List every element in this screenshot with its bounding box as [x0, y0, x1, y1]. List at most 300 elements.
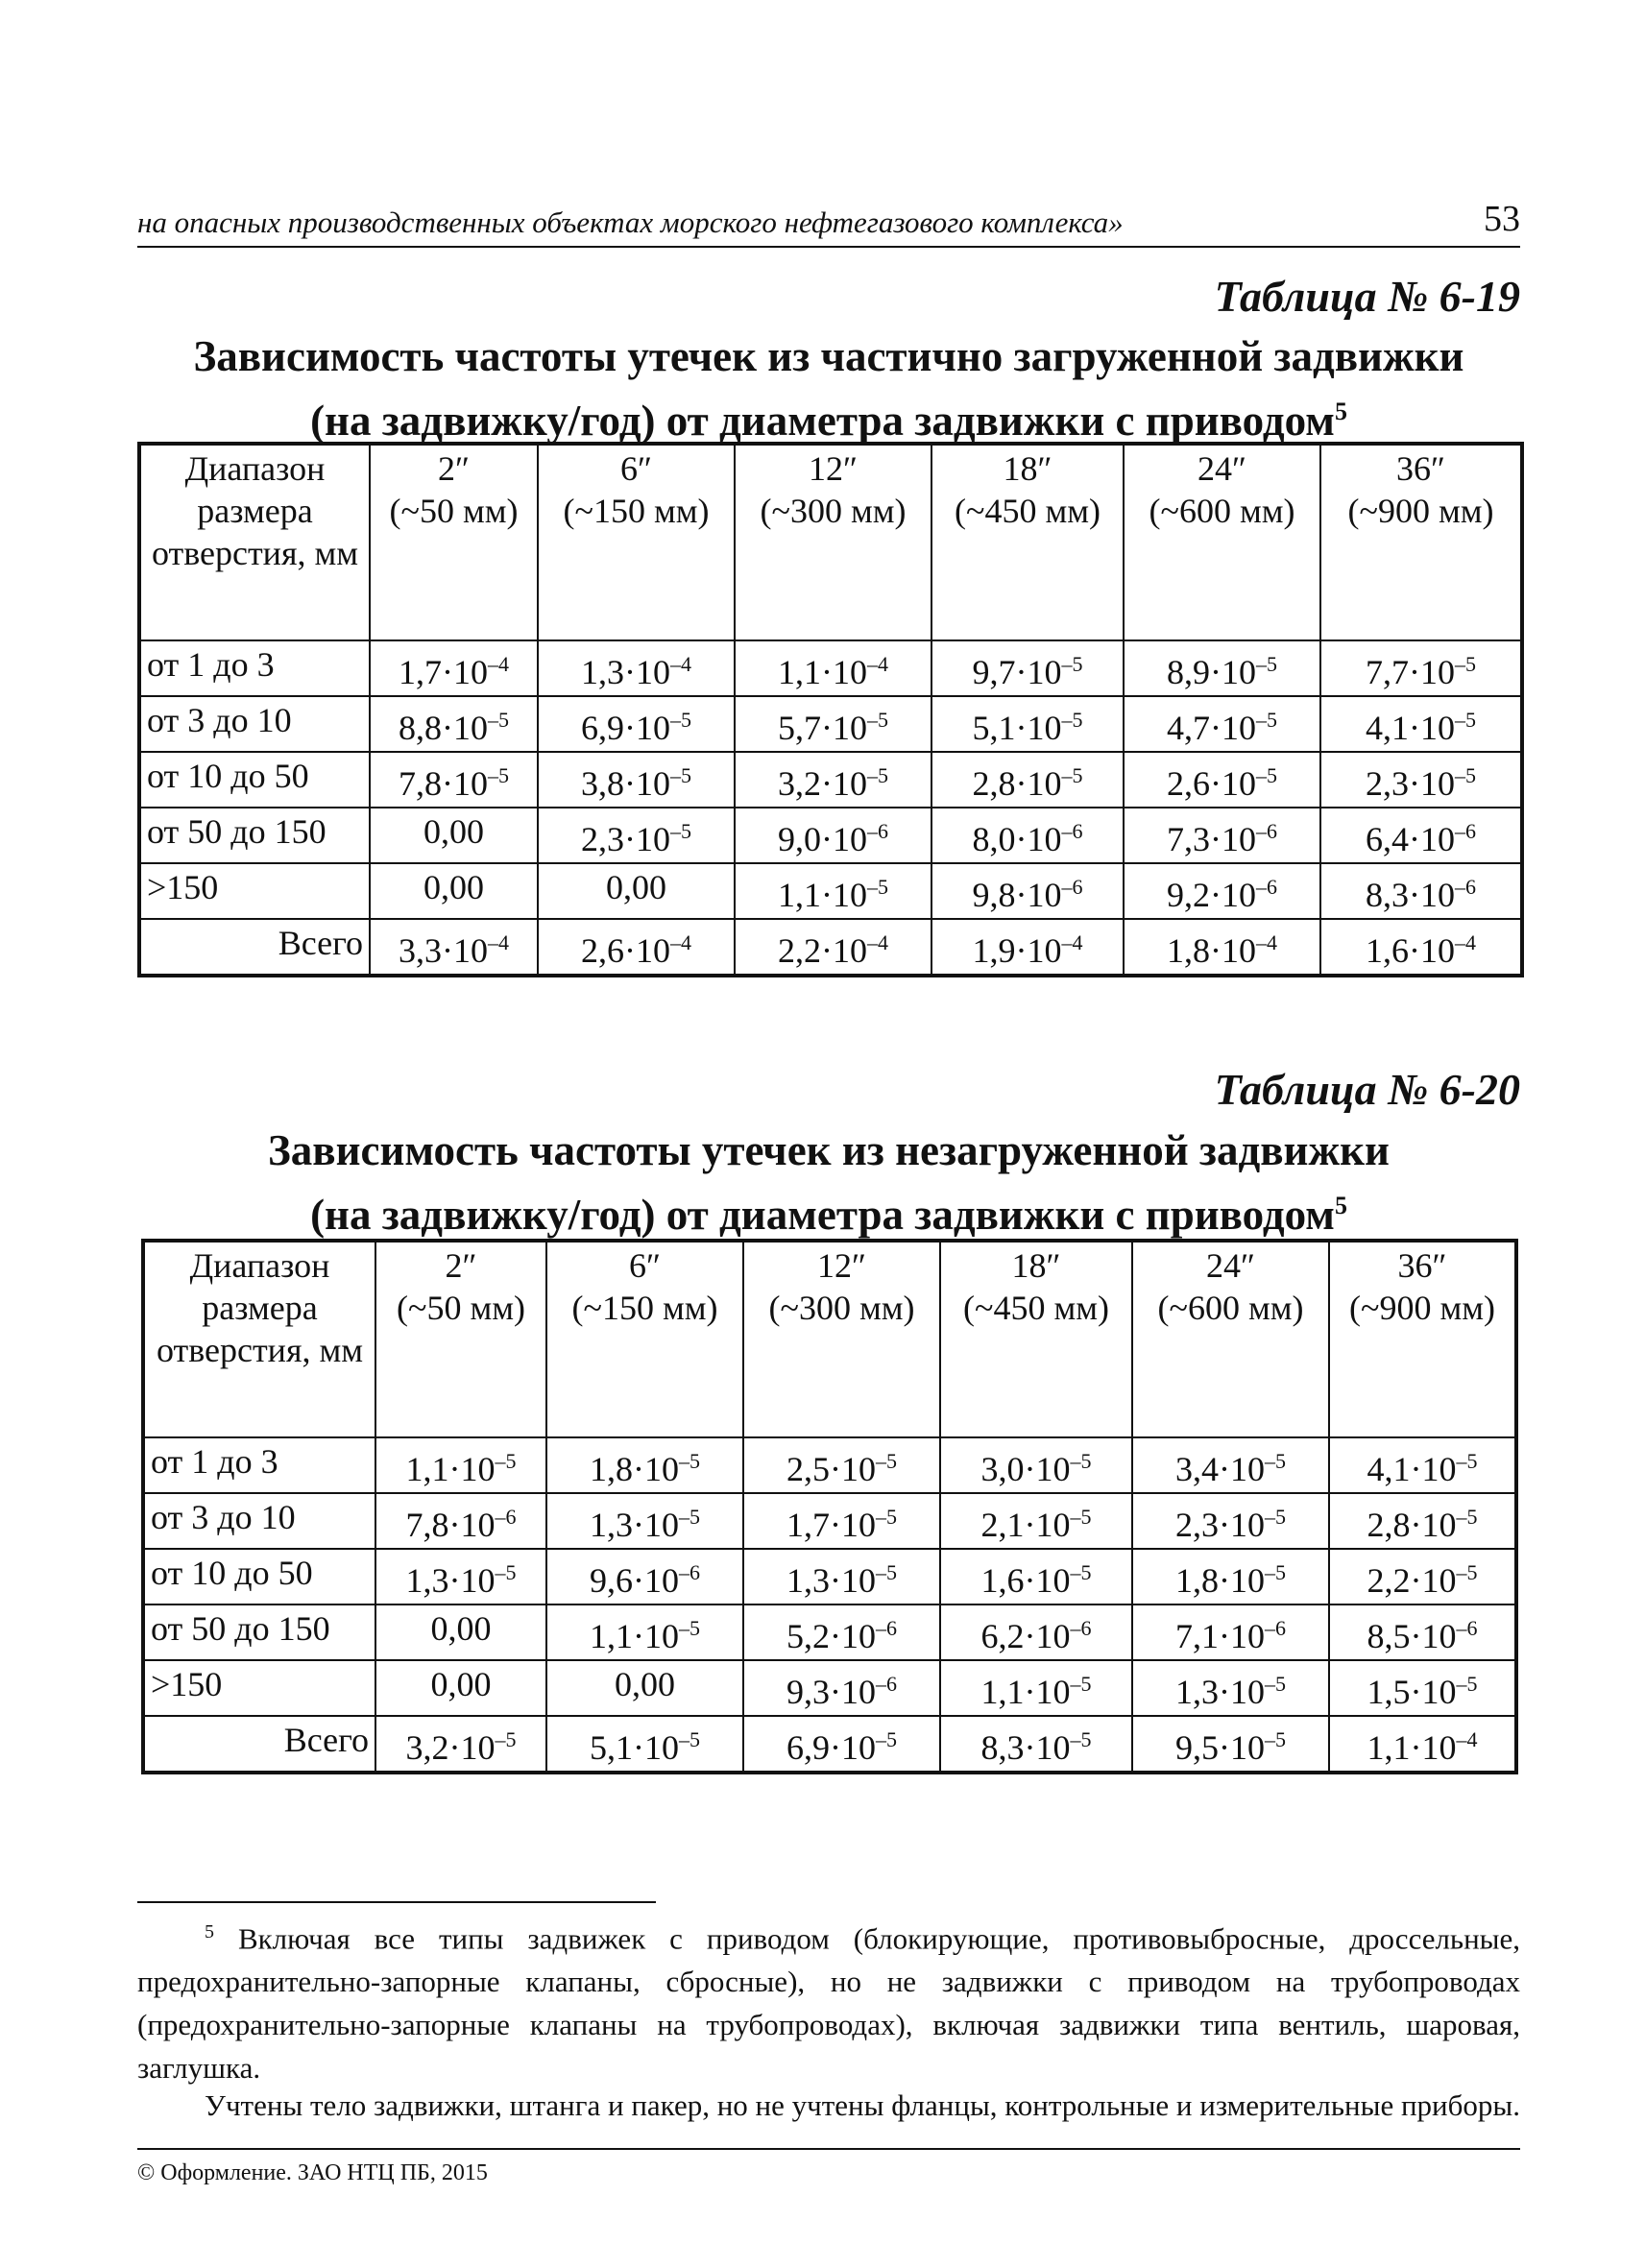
table2-cell: [743, 1549, 940, 1604]
bottom-rule: [137, 2148, 1520, 2150]
table2-title-line2: [137, 1178, 1520, 1243]
table1-cell-exponent: –5: [867, 763, 888, 787]
copyright: © Оформление. ЗАО НТЦ ПБ, 2015: [137, 2160, 488, 2185]
table1-row-label: Всего: [139, 919, 370, 976]
table2-body: [143, 1437, 1516, 1773]
table1-row-label: >150: [139, 863, 370, 919]
table1-cell: [931, 808, 1124, 863]
table1-cell-mantissa: 2,3·10: [1366, 764, 1455, 803]
table2-cell-mantissa: 5,2·10: [786, 1617, 876, 1655]
table1-col-header: [931, 444, 1124, 640]
table2-cell-exponent: –6: [1456, 1616, 1478, 1640]
table1-col-header: [735, 444, 931, 640]
table1-cell-mantissa: 1,1·10: [778, 876, 867, 914]
table1-cell-mantissa: 7,3·10: [1167, 820, 1256, 858]
table2-row-label: от 3 до 10: [143, 1493, 375, 1549]
table1-cell: [735, 919, 931, 976]
table2-cell-exponent: –5: [679, 1449, 700, 1473]
table2-cell-mantissa: 1,1·10: [590, 1617, 679, 1655]
table1-col-header: [370, 444, 538, 640]
table1-cell-mantissa: 3,3·10: [399, 931, 488, 970]
table1-row: [139, 863, 1522, 919]
table1-cell-exponent: –6: [1256, 875, 1277, 899]
table2-title: [137, 1123, 1520, 1243]
table2-cell: [1132, 1549, 1329, 1604]
table2-cell-exponent: –5: [1265, 1727, 1286, 1751]
table1-cell-mantissa: 8,8·10: [399, 709, 488, 747]
table2-cell: [743, 1437, 940, 1493]
table1-cell-exponent: –5: [488, 708, 509, 732]
table2-col-inch: 6″: [629, 1246, 661, 1285]
table1-cell: [1320, 696, 1522, 752]
table2-cell-exponent: –5: [1070, 1727, 1092, 1751]
table2-cell-exponent: –5: [495, 1449, 517, 1473]
table1-cell: [1124, 752, 1320, 808]
table2-col-header: [546, 1241, 743, 1437]
table1-cell: [538, 863, 735, 919]
table1-col-header: [538, 444, 735, 640]
table2-cell-mantissa: 2,5·10: [786, 1450, 876, 1488]
table1-cell: [538, 752, 735, 808]
table2-cell-mantissa: 8,3·10: [980, 1728, 1071, 1767]
table1-col-inch: 2″: [438, 449, 470, 488]
table2-cell-exponent: –5: [1070, 1449, 1092, 1473]
table1-cell: [1320, 752, 1522, 808]
table1-cell-mantissa: 0,00: [423, 812, 484, 851]
table2-cell-exponent: –5: [876, 1449, 897, 1473]
table1-cell-mantissa: 9,8·10: [972, 876, 1062, 914]
table1-cell-mantissa: 9,0·10: [778, 820, 867, 858]
table1-cell: [931, 640, 1124, 696]
table2-row-label: от 1 до 3: [143, 1437, 375, 1493]
table2-cell: [375, 1604, 546, 1660]
table2-cell: [375, 1437, 546, 1493]
table2-cell: [743, 1604, 940, 1660]
table1-cell: [735, 696, 931, 752]
table2-cell-exponent: –5: [679, 1727, 700, 1751]
table2-cell-mantissa: 2,3·10: [1175, 1506, 1265, 1544]
table1-cell: [1124, 863, 1320, 919]
table1-cell-mantissa: 1,1·10: [778, 653, 867, 691]
table1-cell-exponent: –4: [1061, 930, 1083, 954]
table2-cell: [940, 1549, 1132, 1604]
table1-cell-exponent: –5: [1455, 763, 1476, 787]
table1-title: [137, 329, 1520, 448]
table2-cell: [375, 1493, 546, 1549]
table1-cell: [370, 808, 538, 863]
table1-cell-mantissa: 2,2·10: [778, 931, 867, 970]
table1-cell: [735, 640, 931, 696]
table1-cell-exponent: –4: [1256, 930, 1277, 954]
table1-cell-exponent: –5: [488, 763, 509, 787]
table1-cell: [1320, 808, 1522, 863]
table2-cell-exponent: –5: [1070, 1672, 1092, 1696]
table2-cell: [940, 1437, 1132, 1493]
table2-cell: [546, 1660, 743, 1716]
table1-row-label: от 1 до 3: [139, 640, 370, 696]
table2-cell: [375, 1716, 546, 1773]
table1-title-line1: Зависимость частоты утечек из частично загруженной задвижки: [193, 332, 1464, 380]
table2-cell-mantissa: 1,3·10: [1175, 1673, 1265, 1711]
table2-cell: [1329, 1493, 1516, 1549]
table2-cell-exponent: –5: [1456, 1672, 1478, 1696]
table2-cell-mantissa: 1,8·10: [590, 1450, 679, 1488]
table2-cell: [1329, 1437, 1516, 1493]
table2-col-mm: (~900 мм): [1348, 1289, 1495, 1327]
table1-cell: [538, 808, 735, 863]
table2-cell-exponent: –5: [679, 1505, 700, 1529]
table2-cell: [743, 1660, 940, 1716]
table2-cell-exponent: –5: [1265, 1560, 1286, 1584]
table1-title-line2: [137, 384, 1520, 448]
table1-cell-exponent: –6: [1061, 875, 1083, 899]
table1-header-row: [139, 444, 1522, 640]
table2-label: Таблица № 6-20: [1214, 1065, 1520, 1114]
table1-cell-exponent: –5: [670, 763, 691, 787]
table1-cell-mantissa: 5,1·10: [972, 709, 1062, 747]
table1-cell-mantissa: 3,8·10: [581, 764, 670, 803]
table1-cell-mantissa: 6,9·10: [581, 709, 670, 747]
table2-cell-exponent: –5: [1456, 1560, 1478, 1584]
table2-cell-mantissa: 9,3·10: [786, 1673, 876, 1711]
table2-col-mm: (~600 мм): [1157, 1289, 1304, 1327]
table2-cell-exponent: –6: [1265, 1616, 1286, 1640]
table1-cell: [1320, 640, 1522, 696]
table2-cell: [546, 1493, 743, 1549]
table2-cell-mantissa: 1,3·10: [405, 1561, 496, 1600]
table2-cell-exponent: –4: [1456, 1727, 1478, 1751]
table2-cell-mantissa: 6,2·10: [980, 1617, 1071, 1655]
table2-cell: [1329, 1660, 1516, 1716]
table1-cell: [735, 863, 931, 919]
table2-cell-exponent: –6: [495, 1505, 517, 1529]
table1-col-mm: (~600 мм): [1149, 492, 1295, 530]
table1-cell-exponent: –5: [1256, 708, 1277, 732]
table2-cell: [1329, 1604, 1516, 1660]
table2-cell-mantissa: 1,7·10: [786, 1506, 876, 1544]
table1-cell: [370, 696, 538, 752]
table2-cell: [940, 1493, 1132, 1549]
table1-cell-exponent: –5: [1455, 652, 1476, 676]
table2-cell-exponent: –5: [1070, 1560, 1092, 1584]
table2-cell-mantissa: 9,5·10: [1175, 1728, 1265, 1767]
table2-cell-mantissa: 3,2·10: [405, 1728, 496, 1767]
table2-cell-mantissa: 1,8·10: [1175, 1561, 1265, 1600]
table2-cell-exponent: –5: [876, 1505, 897, 1529]
table2-cell-mantissa: 5,1·10: [590, 1728, 679, 1767]
table2-col-inch: 12″: [817, 1246, 866, 1285]
table1-cell-exponent: –5: [1061, 763, 1083, 787]
table2-cell-exponent: –5: [876, 1727, 897, 1751]
table2-col-header: [375, 1241, 546, 1437]
table2-col-header: [743, 1241, 940, 1437]
table1-col-header: [1124, 444, 1320, 640]
table2-cell: [940, 1660, 1132, 1716]
table1-cell: [931, 863, 1124, 919]
table2-cell-exponent: –5: [495, 1727, 517, 1751]
table2-cell-mantissa: 1,3·10: [590, 1506, 679, 1544]
table2-cell-exponent: –6: [876, 1616, 897, 1640]
table1-cell: [735, 808, 931, 863]
footnote-paragraph-1: [137, 1911, 1520, 2089]
table1-cell-exponent: –5: [1256, 763, 1277, 787]
table2-cell-exponent: –6: [1070, 1616, 1092, 1640]
table2-col-inch: 36″: [1397, 1246, 1447, 1285]
table1-cell: [370, 919, 538, 976]
table2-row-header: Диапазон размера отверстия, мм: [143, 1241, 375, 1437]
table1-cell-mantissa: 5,7·10: [778, 709, 867, 747]
table1-cell-mantissa: 8,3·10: [1366, 876, 1455, 914]
table2-cell-mantissa: 1,6·10: [980, 1561, 1071, 1600]
table2-cell: [743, 1716, 940, 1773]
table1-col-mm: (~150 мм): [563, 492, 710, 530]
table1-cell-mantissa: 2,3·10: [581, 820, 670, 858]
table1-row: [139, 640, 1522, 696]
table1-col-mm: (~450 мм): [954, 492, 1101, 530]
table2-col-inch: 2″: [445, 1246, 477, 1285]
table1-cell-mantissa: 7,7·10: [1366, 653, 1455, 691]
table2-cell-exponent: –5: [1456, 1505, 1478, 1529]
table1-row: [139, 808, 1522, 863]
table1-cell-mantissa: 3,2·10: [778, 764, 867, 803]
table2-cell: [1329, 1716, 1516, 1773]
table2-col-inch: 18″: [1011, 1246, 1061, 1285]
table1-footnote-ref: 5: [1334, 398, 1347, 425]
table2-cell-mantissa: 3,0·10: [980, 1450, 1071, 1488]
table1-row: [139, 696, 1522, 752]
table1-cell-exponent: –5: [1455, 708, 1476, 732]
table2-cell-mantissa: 0,00: [615, 1665, 675, 1703]
table2-row: [143, 1604, 1516, 1660]
table1-cell-mantissa: 7,8·10: [399, 764, 488, 803]
table2-title-line2-text: (на задвижку/год) от диаметра задвижки с приводом: [310, 1191, 1335, 1239]
table1-cell-mantissa: 6,4·10: [1366, 820, 1455, 858]
table1-cell: [1124, 919, 1320, 976]
table2-col-header: [940, 1241, 1132, 1437]
table1-cell: [370, 863, 538, 919]
table2-cell-mantissa: 7,8·10: [405, 1506, 496, 1544]
table1-cell: [931, 696, 1124, 752]
table2-col-mm: (~450 мм): [962, 1289, 1109, 1327]
table1-col-inch: 36″: [1396, 449, 1445, 488]
table1-cell-exponent: –6: [1256, 819, 1277, 843]
table2-row-label: от 10 до 50: [143, 1549, 375, 1604]
table2-col-header: [1132, 1241, 1329, 1437]
table2-cell: [1132, 1437, 1329, 1493]
table2-cell: [375, 1660, 546, 1716]
table1-cell: [931, 752, 1124, 808]
table2-cell: [1132, 1493, 1329, 1549]
table2-cell-mantissa: 6,9·10: [786, 1728, 876, 1767]
table2-cell: [546, 1604, 743, 1660]
table2-cell: [940, 1716, 1132, 1773]
table1-col-inch: 12″: [809, 449, 858, 488]
table1-cell-mantissa: 2,6·10: [581, 931, 670, 970]
table2-cell-mantissa: 4,1·10: [1367, 1450, 1457, 1488]
table2-cell-mantissa: 1,1·10: [980, 1673, 1071, 1711]
table2-header-row: [143, 1241, 1516, 1437]
table1-col-header: [1320, 444, 1522, 640]
table1: [137, 442, 1524, 977]
table1-col-inch: 24″: [1197, 449, 1246, 488]
table1-col-mm: (~900 мм): [1347, 492, 1494, 530]
table1-cell-mantissa: 1,8·10: [1167, 931, 1256, 970]
table1-cell-exponent: –4: [1455, 930, 1476, 954]
table2-cell-mantissa: 7,1·10: [1175, 1617, 1265, 1655]
table1-cell-mantissa: 1,7·10: [399, 653, 488, 691]
table2-cell: [546, 1437, 743, 1493]
table2-cell-mantissa: 1,1·10: [1367, 1728, 1457, 1767]
table2-row-label: от 50 до 150: [143, 1604, 375, 1660]
table1-cell-mantissa: 9,7·10: [972, 653, 1062, 691]
table2-cell-exponent: –5: [876, 1560, 897, 1584]
table2-cell: [375, 1549, 546, 1604]
table1-cell: [538, 696, 735, 752]
table2-cell-exponent: –5: [1456, 1449, 1478, 1473]
table2-cell: [1132, 1604, 1329, 1660]
table2-col-mm: (~50 мм): [396, 1289, 525, 1327]
table1-cell-exponent: –4: [488, 930, 509, 954]
table2-cell-mantissa: 8,5·10: [1367, 1617, 1457, 1655]
footnote-rule: [137, 1901, 656, 1903]
table1-cell: [538, 919, 735, 976]
footnote-paragraph-2: [137, 2084, 1520, 2127]
table1-row-label: от 3 до 10: [139, 696, 370, 752]
table1-cell: [1320, 919, 1522, 976]
table2-cell-mantissa: 2,1·10: [980, 1506, 1071, 1544]
table2-row: [143, 1549, 1516, 1604]
table1-cell-mantissa: 0,00: [606, 868, 666, 906]
table2-title-line1: Зависимость частоты утечек из незагруженной задвижки: [268, 1126, 1390, 1174]
table2-col-mm: (~300 мм): [768, 1289, 915, 1327]
table2-row: [143, 1493, 1516, 1549]
table1-cell-exponent: –5: [1061, 708, 1083, 732]
table1-cell-mantissa: 8,0·10: [972, 820, 1062, 858]
table2-cell: [1329, 1549, 1516, 1604]
table1-cell-exponent: –5: [867, 875, 888, 899]
table1-cell: [931, 919, 1124, 976]
table1-label: Таблица № 6-19: [1214, 272, 1520, 321]
table2-cell-mantissa: 9,6·10: [590, 1561, 679, 1600]
table2-col-inch: 24″: [1206, 1246, 1255, 1285]
table2-cell: [1132, 1716, 1329, 1773]
table2-row: [143, 1437, 1516, 1493]
table1-cell-exponent: –5: [867, 708, 888, 732]
table1-col-mm: (~300 мм): [760, 492, 907, 530]
table1-row-label: от 50 до 150: [139, 808, 370, 863]
table1-cell-mantissa: 2,8·10: [972, 764, 1062, 803]
table1-cell: [735, 752, 931, 808]
table2-cell-mantissa: 0,00: [430, 1665, 492, 1703]
table1-body: [139, 640, 1522, 976]
table1-cell: [1124, 640, 1320, 696]
table2-cell-exponent: –6: [679, 1560, 700, 1584]
table1-row: [139, 919, 1522, 976]
footnote-text-2: Учтены тело задвижки, штанга и пакер, но не учтены фланцы, контрольные и измерительные приборы.: [205, 2088, 1520, 2122]
table1-row-header: Диапазон размера отверстия, мм: [139, 444, 370, 640]
table2-cell-exponent: –5: [1265, 1449, 1286, 1473]
table2-cell-exponent: –5: [495, 1560, 517, 1584]
table1-cell-exponent: –4: [867, 652, 888, 676]
table2-cell-mantissa: 2,2·10: [1367, 1561, 1457, 1600]
table2-cell: [1132, 1660, 1329, 1716]
table2: [141, 1239, 1518, 1774]
table2-cell-mantissa: 1,1·10: [405, 1450, 496, 1488]
table2-cell-exponent: –5: [1265, 1672, 1286, 1696]
running-header: [137, 198, 1520, 248]
table1-row: [139, 752, 1522, 808]
table1-cell-mantissa: 2,6·10: [1167, 764, 1256, 803]
table1-row-label: от 10 до 50: [139, 752, 370, 808]
table1-cell-mantissa: 1,9·10: [972, 931, 1062, 970]
table1-cell-exponent: –4: [670, 930, 691, 954]
table1-cell-mantissa: 8,9·10: [1167, 653, 1256, 691]
table1-cell: [1124, 808, 1320, 863]
table1-cell-mantissa: 4,1·10: [1366, 709, 1455, 747]
table2-cell-mantissa: 2,8·10: [1367, 1506, 1457, 1544]
table1-cell-mantissa: 1,6·10: [1366, 931, 1455, 970]
table1-cell-exponent: –6: [1455, 819, 1476, 843]
table1-cell-exponent: –4: [867, 930, 888, 954]
table1-cell-exponent: –4: [488, 652, 509, 676]
table2-cell: [743, 1493, 940, 1549]
footnote-marker: 5: [205, 1921, 214, 1942]
table1-cell-mantissa: 4,7·10: [1167, 709, 1256, 747]
table2-row-label: >150: [143, 1660, 375, 1716]
table1-cell-exponent: –5: [1256, 652, 1277, 676]
table1-title-line2-text: (на задвижку/год) от диаметра задвижки с приводом: [310, 397, 1335, 445]
table2-row-label: Всего: [143, 1716, 375, 1773]
table2-cell-exponent: –5: [1265, 1505, 1286, 1529]
table2-row: [143, 1716, 1516, 1773]
footnote-text-1: Включая все типы задвижек с приводом (блокирующие, противовыбросные, дроссельные, предохранительно-запорные клапаны, сбросные), но не задвижки с приводом на трубопроводах (предохранительно-запорные клапаны на трубопроводах), включая задвижки типа вентиль, шаровая, заглушка.: [137, 1921, 1521, 2086]
table1-col-inch: 18″: [1003, 449, 1052, 488]
table2-col-mm: (~150 мм): [571, 1289, 718, 1327]
table1-cell-exponent: –5: [670, 819, 691, 843]
table1-cell-exponent: –5: [670, 708, 691, 732]
table2-cell: [546, 1716, 743, 1773]
running-title: на опасных производственных объектах морского нефтегазового комплекса»: [137, 205, 1124, 239]
table1-cell: [370, 752, 538, 808]
table1-cell-exponent: –5: [1061, 652, 1083, 676]
table2-row: [143, 1660, 1516, 1716]
table2-cell-mantissa: 0,00: [430, 1609, 492, 1648]
table2-col-header: [1329, 1241, 1516, 1437]
table1-cell-mantissa: 9,2·10: [1167, 876, 1256, 914]
table1-cell: [1320, 863, 1522, 919]
table1-col-mm: (~50 мм): [389, 492, 519, 530]
table1-cell-mantissa: 1,3·10: [581, 653, 670, 691]
table1-cell: [370, 640, 538, 696]
table1-cell: [1124, 696, 1320, 752]
table2-footnote-ref: 5: [1334, 1192, 1347, 1219]
table1-col-inch: 6″: [620, 449, 652, 488]
table2-cell-mantissa: 1,3·10: [786, 1561, 876, 1600]
table2-cell-mantissa: 3,4·10: [1175, 1450, 1265, 1488]
table1-cell-exponent: –4: [670, 652, 691, 676]
table2-cell: [546, 1549, 743, 1604]
table2-cell: [940, 1604, 1132, 1660]
table2-cell-exponent: –5: [679, 1616, 700, 1640]
table1-cell-exponent: –6: [867, 819, 888, 843]
table1-cell-exponent: –6: [1061, 819, 1083, 843]
table2-cell-exponent: –6: [876, 1672, 897, 1696]
page-number: 53: [1484, 199, 1520, 239]
table2-cell-exponent: –5: [1070, 1505, 1092, 1529]
table2-cell-mantissa: 1,5·10: [1367, 1673, 1457, 1711]
table1-cell-mantissa: 0,00: [423, 868, 484, 906]
table1-cell: [538, 640, 735, 696]
